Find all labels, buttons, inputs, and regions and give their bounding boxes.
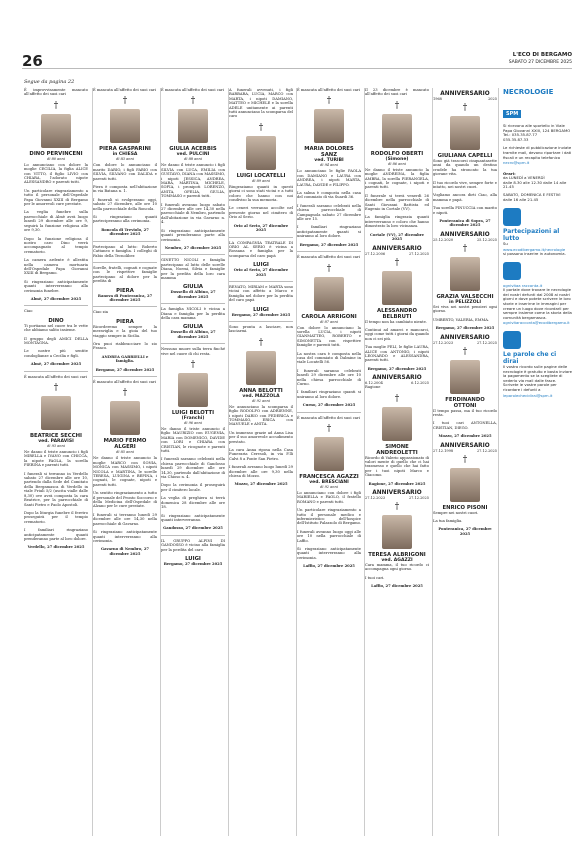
deceased-subname: ved. PULCINI — [176, 152, 210, 158]
notice-text: A funerali avvenuti, i figli BARBARA, LUCIA, MARCO con MARTA, i nipoti DAMIANO, MATTEO e MICHELE e la sorella ADELE unitamente ai parenti tutti annunciano la scomparsa del caro — [229, 88, 293, 119]
deceased-subname: ved. PARAVISI — [38, 439, 74, 445]
deceased-name: GIULIA — [182, 284, 204, 291]
notice-text: Ne danno il triste annuncio i figli MIRELLA e IVANO con CHICCA, la nipote PAOLA, la sorella PIERINA e parenti tutti. — [24, 450, 88, 468]
notice-text: Nessuno muore sulla terra finché vive nel cuore di chi resta. — [161, 347, 225, 356]
notice-text: Ne annunciano la scomparsa il figlio RODOLFO con ADRIENNE, i nipoti DARIO con FEDERICA e TOMMASO, ERICA con MANUELE e ANITA. — [229, 404, 293, 427]
notice-text: La camera ardente è allestita nella camera mortuaria dell'Ospedale Papa Giovanni XXIII di Bergamo. — [24, 258, 88, 276]
sidebar-email[interactable]: necro@spm.it — [503, 160, 530, 166]
deceased-subname: ved. MAZZOLA — [242, 393, 280, 399]
notice-text: Dopo la cerimonia il proseguirà per il cimitero locale. — [161, 483, 225, 492]
obituary-column — [296, 88, 361, 836]
notice-text: Ne danno il triste annuncio i figli SILVIA con LUCA, EMILIA con GUSTAVO, DIANA con MASSIMO, i nipoti JESSICA, ANDREA, MARA, MARTINA, MICHELE, SOFIA, i pronipoti LORENZO, ANITA, OFELIA, GIULIA, TOMMASO e parenti tutti. — [161, 163, 225, 199]
notice-text: Lo annunciano le figlie PAOLA con DAMIANO e LAURA con ANDREA, i nipoti MARTA, LAURA, DAVIDE e FILIPPO. — [297, 169, 361, 187]
participation-text: Su — [503, 240, 508, 246]
deceased-subname: in PELIZZOLI — [448, 299, 482, 305]
notice-signature: Bergamo, 27 dicembre 2025 — [163, 561, 223, 566]
notice-text: Il tempo passa, ma il tuo ricordo resta. — [433, 408, 497, 417]
cross-icon: † — [53, 383, 59, 394]
deceased-name: GIULIANA CAPELLI — [437, 153, 493, 159]
notice-signature: Bergamo, 27 dicembre 2025 — [95, 367, 155, 372]
cross-icon: † — [190, 360, 196, 370]
divider — [229, 237, 293, 238]
divider — [229, 321, 293, 322]
notice-text: GINETTO NICOLI e famiglia partecipano al lutto delle sorelle Diana, Noemi, Silvia e famiglie per la perdita della loro cara mamma — [161, 258, 225, 280]
portrait-photo — [382, 271, 412, 305]
words-email[interactable]: leparolechecidirai@spm.it — [503, 392, 553, 398]
hours-weekend: dalle 16 alle 21.45 — [503, 196, 539, 202]
notice-text: Tua sorella FINUCCIA con marito e nipoti. — [433, 206, 497, 215]
notice-text: Le nostre più sentite condoglianze a Cecilia e figli. — [24, 349, 88, 358]
notice-text: Ne danno il triste annuncio la moglie MARCO con SONIA, MONICA con MASSIMO, i nipoti NICOLA e MARTINA, le sorelle TERESA, LUIGINA e BEPINA, i cognati, le cognate, nipoti e parenti tutti. — [93, 456, 157, 487]
divider — [161, 254, 225, 255]
notice-text: Il gruppo degli AMICI DELLA MONTAGNA. — [24, 336, 88, 345]
cross-icon: † — [122, 388, 128, 399]
deceased-subname: ved. BRESCIANI — [309, 480, 349, 485]
notice-signature: Ranova di Ponteranica, 27 dicembre 2025 — [97, 293, 153, 302]
notice-text: La tua famiglia. — [433, 518, 463, 523]
notice-text: La famiglia ringrazia quanti interverranno e coloro che hanno dimostrato la loro vicinanza. — [365, 215, 429, 229]
portrait-photo — [41, 114, 71, 148]
cross-icon: † — [394, 502, 400, 512]
portrait-photo — [314, 277, 344, 311]
deceased-name: DINO PERVINCENI — [29, 150, 83, 157]
deceased-age: di 94 anni — [320, 163, 338, 168]
deceased-name: FERDINANDO OTTONI — [445, 396, 485, 409]
deceased-name: PIERA GASPARINI — [99, 146, 151, 153]
notice-signature: Bergamo, 27 dicembre 2025 — [231, 312, 291, 317]
deceased-subname: ved. AGAZZI — [381, 558, 413, 563]
obituary-column — [160, 88, 225, 836]
notice-text: I funerali si terranno lunedì 29 dicembre alle ore 14,30 nella parrocchiale di Gavarno. — [93, 512, 157, 526]
deceased-name: DINO — [48, 317, 64, 324]
portrait-photo — [314, 437, 344, 471]
cross-icon: † — [258, 122, 264, 133]
notice-signature: Dossello di Albino, 27 dicembre 2025 — [170, 330, 216, 339]
year-to: 27.12.2025 — [408, 496, 429, 500]
notice-text: Ringraziamo quanti in questi giorni ci sono stati vicini e a tutti coloro che hanno con noi condiviso la sua memoria. — [229, 184, 293, 203]
notice-signature: Mozzo, 27 dicembre 2025 — [234, 482, 288, 487]
notice-text: I familiari ringraziano anticipatamente quanti prenderanno parte al loro dolore. — [24, 528, 88, 541]
memorial-link[interactable]: ognivitaa racconta.it — [503, 283, 543, 289]
deceased-name: FRANCESCA AGAZZI — [299, 474, 359, 480]
deceased-subname: (Simone) — [385, 156, 409, 162]
notice-text: Il funerale si terrà venerdì 26 dicembre nella parrocchiale di Santi Giovanni Battista ed Eugenio in Cortale (VV). — [365, 193, 429, 212]
notice-signature: Ponteranica di Sopra, 27 dicembre 2025 — [439, 219, 491, 228]
deceased-age: di 92 anni — [252, 398, 270, 403]
notice-text: Cara mamma, il tuo ricordo ci accompagna ogni giorno. — [365, 563, 429, 572]
deceased-name: GIULIA ACERBIS — [169, 146, 217, 153]
year-from: 1968 — [433, 97, 442, 101]
notice-text: È mancata all'affetto dei suoi cari — [297, 255, 360, 260]
divider — [93, 306, 157, 307]
deceased-name: TERESA ALBRIGONI — [368, 552, 426, 558]
publication-date: SABATO 27 DICEMBRE 2025 — [508, 60, 572, 65]
notice-text: È mancata all'affetto dei suoi cari — [24, 374, 87, 379]
sidebar-fax: 035.35.87.33 — [503, 136, 529, 142]
cross-icon: † — [394, 100, 400, 111]
obituary-column — [92, 88, 157, 836]
notice-signature: Almè, 27 dicembre 2025 — [30, 362, 82, 367]
portrait-photo — [450, 360, 480, 394]
continued-label: Segue da pagina 22 — [24, 79, 75, 85]
page-header — [22, 52, 572, 69]
divider — [297, 251, 361, 252]
notice-text: È improvvisamente mancato all'affetto dei suoi cari — [24, 88, 88, 97]
notice-text: Sorelle, fratelli, cognati e cognate con le rispettive famiglie partecipano al dolore per la perdita di — [93, 265, 157, 284]
notice-text: La cara Anna riposa nella Casa Funeraria Ceresoli, in via F.lli Calvi 8 a Ponte San Pietro. — [229, 448, 293, 461]
anniversary-title: ANNIVERSARIO — [372, 490, 422, 496]
year-from: 6.12.2004 — [365, 381, 383, 386]
notice-text: Un immenso grazie ad Anna Lisa per il suo amorevole accudimento prestato. — [229, 430, 293, 444]
notice-signature: Roncola di Treviolo, 27 dicembre 2025 — [101, 227, 149, 237]
notice-text: Ragione — [365, 385, 381, 390]
notice-text: Ricorderemo sempre la meraviglia e la gioia del tuo viaggio sempre in Sicilia. — [93, 324, 157, 338]
portrait-photo — [110, 401, 140, 435]
deceased-name: RODOLFO OBERTI — [370, 150, 424, 157]
portrait-photo — [246, 351, 276, 385]
notice-text: È mancata all'affetto dei suoi cari — [93, 88, 156, 92]
deceased-name: CAROLA ARRIGONI — [301, 313, 357, 320]
deceased-age: di 87 anni — [320, 319, 338, 324]
notice-signature: Curno, 27 dicembre 2025 — [302, 403, 356, 408]
notice-text: I familiari ringraziano quanti si uniranno al loro dolore. — [297, 390, 361, 399]
deceased-name: GIULIA — [182, 324, 204, 331]
notice-signature: Orio al Serio, 27 dicembre 2025 — [233, 223, 289, 233]
portrait-photo — [382, 407, 412, 441]
portrait-photo — [178, 373, 208, 407]
notice-text: Continui ad amarci e mancarci, oggi come tutti i giorni da quando non ci sei più. — [365, 327, 429, 341]
notice-text: Dopo la liturgia funebre il feretro proseguirà per il tempio crematorio. — [24, 510, 88, 524]
notice-text: Ti portiamo nel cuore tra le vette che abbiamo salito insieme. — [24, 323, 88, 333]
notice-text: La veglia di preghiera si terrà domenica 28 dicembre alle ore 18. — [161, 496, 225, 510]
notice-text: RENATO, MIRIAM e MARTA sono vicini con affetto a Marco e famiglia nel dolore per la perdita del caro papà — [229, 284, 293, 303]
divider — [93, 262, 157, 263]
deceased-name: PIERA — [116, 318, 134, 325]
notice-text: UMBERTO, VALERIA, EMMA. — [433, 317, 490, 322]
publication-name: L'ECO DI BERGAMO — [512, 52, 572, 58]
deceased-age: di 83 anni — [116, 157, 134, 162]
year-from: 27.12.1998 — [433, 448, 454, 453]
portrait-photo — [246, 136, 276, 170]
notice-text: Il tuo ricordo vive, sempre forte e intatto, nei nostri cuori. — [433, 180, 497, 190]
cross-icon: † — [462, 103, 468, 113]
notice-text: Tua moglie FELI, le figlie LAURA, ALICE con ANTONIO, i nipoti LEONARDO e ALESSANDRA, parenti tutti. — [365, 345, 429, 363]
divider — [161, 303, 225, 304]
divider — [24, 371, 88, 372]
sidebar-title: NECROLOGIE — [503, 88, 554, 96]
notice-text: Il tempo non ha cambiato niente. — [365, 319, 427, 324]
cross-icon: † — [258, 337, 264, 348]
deceased-age: di 96 anni — [184, 421, 202, 425]
notice-text: Lo annunciano con dolore la moglie CECILIA, la figlia ALICE con VITTO, il figlio LIVIO con CHIARA, l'adorato nipote ALESSANDRO e parenti tutti. — [24, 162, 88, 185]
obituary-column — [24, 88, 88, 836]
notice-text: La salma è composta nella casa del commiato di via Suardi 36. — [297, 191, 361, 200]
deceased-name: SIMONE ANDREOLETTI — [376, 443, 418, 456]
cross-icon: † — [394, 393, 400, 404]
deceased-name: PIERA — [116, 287, 134, 294]
notice-text: I funerali avranno luogo lunedì 29 dicembre alle ore 9,30 nella chiesa di Mozzo. — [229, 465, 293, 479]
notice-text: Il 23 dicembre è mancato all'affetto dei suoi cari — [365, 88, 429, 97]
notice-signature: ANDREA GABRIELLI e famiglia. — [101, 354, 149, 364]
notice-text: Ciao — [24, 309, 33, 314]
hours-title: Orari: — [503, 171, 516, 177]
cross-icon: † — [394, 257, 400, 268]
divider — [229, 281, 293, 282]
deceased-name: MARIA DOLORES SANZ — [304, 146, 354, 159]
year-to: 27.12.2025 — [476, 340, 497, 345]
words-text: Il vostro ricordo sulle pagine delle necrologie è gratuito e basta inviare la pagamento se la scegliete di vederlo via mail dalle fasce. Scrivete le vostre parole per ricordare i defunti a — [503, 364, 573, 393]
notice-text: Con dolore lo annunciano il marito DARIO, i figli FABIO con SILVIA, SILVANO con DALIDA e parenti tutti. — [93, 163, 157, 181]
notice-text: Ora puoi riabbracciare lo zio Franco. — [93, 341, 157, 351]
deceased-name: LUIGI — [253, 262, 269, 269]
anniversary-years — [365, 496, 429, 500]
year-from: 27.12.2006 — [365, 251, 386, 256]
hours-weekend-label: SABATO, DOMENICA E FESTIVI — [503, 191, 561, 197]
year-from: 27.12.2023 — [365, 496, 386, 500]
notice-signature: Bergamo, 27 dicembre 2025 — [367, 366, 427, 371]
anniversary-years — [433, 97, 497, 101]
anniversary-title: ANNIVERSARIO — [372, 245, 422, 252]
memorial-icon — [503, 262, 521, 280]
notice-signature: Nembro, 27 dicembre 2025 — [164, 245, 222, 250]
cross-icon: † — [53, 100, 59, 111]
year-to: 6.12.2025 — [411, 381, 429, 386]
deceased-name: BEATRICE SECCHI — [30, 433, 82, 440]
notice-text: IL GRUPPO ALPINI DI GANDOSSO è vicino alla famiglia per la perdita del caro — [161, 538, 225, 552]
notice-text: Si ringraziano anticipatamente quanti interverranno. — [161, 513, 225, 522]
notice-text: Un particolare ringraziamento a tutto il personale dell'Ospedale Papa Giovanni XXIII di Bergamo per le amorevoli cure prestate. — [24, 188, 88, 207]
notice-text: I tuoi cari ANTONELLA, CRISTIAN, DIEGO. — [433, 421, 497, 430]
deceased-age: di 80 anni — [47, 156, 65, 161]
notice-signature: Dossello di Albino, 27 dicembre 2025 — [170, 290, 216, 299]
sidebar-intro: Si ricevono alle sportello in Viale Papa Giovanni XXIII, 124 BERGAMO — [503, 123, 571, 133]
notice-signature: Gavarno di Nembro, 27 dicembre 2025 — [101, 547, 149, 556]
portrait-photo — [382, 515, 412, 549]
year-to: 27.12.2025 — [408, 251, 429, 256]
notice-text: Vogliamo ancora dirti Ciao, alla mamma e papà. — [433, 193, 497, 202]
notice-text: Si ringraziano quanti parteciperanno alla cerimonia. — [93, 215, 157, 224]
anniversary-years — [433, 238, 497, 242]
notice-text: I funerali saranno celebrati nella chiesa parrocchiale di Campagnola sabato 27 dicembre alle ore 15. — [297, 203, 361, 222]
divider — [93, 376, 157, 377]
notice-signature: Bergamo, 27 dicembre 2025 — [435, 326, 495, 331]
year-to: 25.12.2025 — [476, 237, 497, 242]
deceased-name: LUIGI — [185, 555, 201, 562]
notice-text: La famiglia NICOLI è vicina a Diana e famiglia per la perdita della cara mamma — [161, 307, 225, 320]
anniversary-years — [433, 449, 497, 453]
notice-text: È mancata all'affetto dei suoi cari — [161, 88, 224, 92]
anniversary-years — [365, 252, 429, 256]
year-from: 25.12.2020 — [433, 237, 454, 242]
anniversary-title: ANNIVERSARIO — [440, 442, 490, 449]
notice-text: È mancata all'affetto dei suoi cari — [297, 88, 360, 92]
notice-text: Partecipano al lutto: Roberto Cattaneo e famiglia. I colleghi di Fabio della Tecnoliber. — [93, 244, 157, 258]
notice-text: Con dolore lo annunciano la sorella LUCIA, i nipoti GIANMATTEO, ROBERTO e SIMONETTA con rispettive famiglie e parenti tutti. — [297, 325, 361, 348]
deceased-name: LUIGI LOCATELLI — [236, 172, 286, 179]
memorial-email[interactable]: ognivitaracconta@ecodibergamo.it — [503, 320, 570, 326]
divider — [24, 305, 88, 306]
anniversary-title: ANNIVERSARIO — [440, 231, 490, 238]
notice-text: I funerali avranno luogo sabato 27 dicembre alle ore 14,30 nella parrocchiale di Nembro, partendo dall'abitazione in via Gavarno n. 4. — [161, 202, 225, 225]
cross-icon: † — [462, 243, 468, 254]
notice-text: I funerali saranno celebrati nella chiesa parrocchiale di Gandosso lunedì 29 dicembre alle ore 14,30, partendo dall'abitazione di via Chioso n. 4. — [161, 457, 225, 480]
words-title: Le parole che ci dirai — [503, 351, 557, 365]
deceased-name: ANNA BELOTTI — [239, 387, 283, 394]
cross-icon: † — [462, 346, 468, 357]
notice-text: Sono pronta a lasciare, non lasciarmi. — [229, 324, 293, 334]
portrait-photo — [41, 396, 71, 430]
deceased-age: di 89 anni — [252, 178, 270, 183]
notice-signature: Orio al Serio, 27 dicembre 2025 — [233, 268, 289, 277]
sidebar — [498, 88, 572, 836]
sidebar-phone: Tel.: 035.35.87.77 — [503, 132, 538, 138]
obituary-column — [228, 88, 293, 836]
notice-text: I funerali si svolgeranno oggi, sabato 27 dicembre, alle ore 10 nella parrocchiale della Roncola. — [93, 197, 157, 211]
cross-icon: † — [190, 96, 196, 107]
deceased-name: LUIGI BELOTTI — [171, 410, 215, 416]
notice-signature: Laffio, 27 dicembre 2025 — [303, 564, 355, 569]
notice-text: Ciao zia — [93, 310, 108, 315]
notice-text: Si ringraziano anticipatamente quanti interverranno alla cerimonia. — [297, 547, 361, 560]
deceased-age: di 93 anni — [47, 444, 65, 449]
notice-text: I funerali avranno luogo oggi alle ore 10 nella parrocchiale di Laffio. — [297, 529, 361, 543]
notice-signature: Gandosso, 27 dicembre 2025 — [163, 526, 223, 531]
notice-text: I funerali saranno celebrati lunedì 29 dicembre alle ore 10 nella chiesa parrocchiale di Curno. — [297, 368, 361, 386]
divider — [161, 535, 225, 536]
year-from: 27.12.2023 — [433, 340, 454, 345]
divider — [297, 412, 361, 413]
notice-text: Ricordo di Valerio appassionato di valori mente di quello che ci hai trasmesso e quello che hai fatto per i tuoi nipoti Marco e Giacomo. — [365, 455, 429, 478]
notice-text: I funerali si terranno in Verdello sabato 27 dicembre alle ore 10, partendo dalla Sede del Comitato della Bergamasca di Verdello in viale Friuli 5/2 (uscita vialle dalle 8,30) ove avrà composta la cara Beatrice, per la parrocchiale di Santi Pietro e Paolo Apostoli. — [24, 471, 88, 507]
portrait-photo — [450, 257, 480, 291]
divider — [161, 343, 225, 344]
notice-text: Ne danno il triste annuncio il figlio MAURIZIO con EUGENIA, MARIA con DOMENICO, DAVIDE con LORI e CHIARA con CRISTIAN, le ricognote e parenti tutti. — [161, 427, 225, 454]
participation-icon — [503, 208, 521, 226]
portrait-photo — [450, 116, 480, 150]
cross-icon: † — [326, 424, 332, 434]
deceased-name: ALESSANDRO BELBRUTI — [377, 307, 417, 320]
anniversary-title: ANNIVERSARIO — [440, 91, 490, 97]
hours-weekdays-label: da LUNEDÌ a VENERDÌ — [503, 175, 545, 181]
sidebar-requests: Le richieste di pubblicazione inviate tramite mail, devono riportare i dati fiscali e un recapito telefonico — [503, 145, 572, 160]
notice-text: I tuoi cari. — [365, 575, 385, 580]
notice-signature: Laffio, 27 dicembre 2025 — [371, 584, 423, 589]
spm-logo: SPM — [503, 110, 521, 118]
notice-text: Sono già trascorsi cinquantasette anni da quando un destino crudele ha stroncato la tua giovane vita. — [433, 159, 497, 177]
portrait-photo — [450, 468, 480, 502]
notice-text: Sempre nei nostri cuori. — [433, 510, 479, 515]
cross-icon: † — [462, 454, 468, 465]
notice-text: LA COMPAGNIA TEATRALE DI ORIO AL SERIO è vicina a Rossana e famiglia per la scomparsa del caro papà — [229, 240, 293, 258]
notice-text: Sei viva nei nostri pensieri ogni giorno. — [433, 304, 497, 314]
notice-text: Le ceneri verranno accolte nel presente giorno nel cimitero di Orio al Serio. — [229, 206, 293, 220]
participation-tail: si possono inserire in autonomia. — [503, 250, 566, 256]
notice-text: Ne danno il triste annuncio la moglie ANDREINA, la figlia AMBRA, la sorella PIERANGELA, i cognati, le cognate, i nipoti e parenti tutti. — [365, 167, 429, 190]
deceased-subname: (Franchi) — [181, 416, 205, 421]
deceased-age: di 92 anni — [320, 485, 338, 489]
cross-icon: † — [326, 96, 332, 107]
divider — [93, 241, 157, 242]
notice-text: La nostra cara è composta nella casa del commiato di Dalmine in viale Locatelli 56. — [297, 351, 361, 365]
obituary-column — [364, 88, 429, 836]
notice-text: Si ringraziano anticipatamente quanti interverranno alla cerimonia funebre. — [24, 279, 88, 293]
notice-text: Dopo la funzione religiosa il nostro caro Dino verrà accompagnato al tempio crematorio. — [24, 236, 88, 254]
deceased-age: di 86 anni — [388, 161, 406, 166]
memorial-text: Il portale dove trovare le necrologie dei nostri defunti dal 2008 ai nostri giorni e dove potete scrivere le loro storie e inserirne le immagini per creare un luogo dove ricordarli per sempre insieme come la storia della comunità bergamasca. — [503, 287, 572, 320]
anniversary-title: ANNIVERSARIO — [372, 375, 422, 382]
portrait-photo — [382, 114, 412, 148]
obituary-column — [432, 88, 497, 836]
notice-text: I familiari ringraziano anticipatamente quanti si uniranno al loro dolore. — [297, 225, 361, 239]
notice-signature: Cortale (VV), 27 dicembre 2025 — [370, 232, 424, 242]
portrait-photo — [314, 109, 344, 143]
anniversary-years — [433, 341, 497, 345]
deceased-name: ENRICO PISONI — [442, 504, 488, 511]
year-to: 2025 — [488, 97, 497, 101]
notice-text: Un particolare ringraziamento a tutto il personale medico e infermieristico dell'hospice dell'Istituto Palazzolo di Bergamo. — [297, 508, 361, 526]
anniversary-title: ANNIVERSARIO — [440, 334, 490, 341]
hours-weekdays: dalle 8.30 alle 12.30 dalle 14 alle 21.45 — [503, 179, 567, 190]
portrait-photo — [178, 109, 208, 143]
year-to: 27.12.2025 — [476, 448, 497, 453]
notice-text: La veglia funebre sulla parrocchiale di Almè avrà luogo lunedì 29 dicembre alle ore 9, seguirà la funzione religiosa alle ore 9,30. — [24, 210, 88, 233]
notice-signature: Ragione, 27 dicembre 2025 — [368, 481, 426, 486]
notice-text: Piera è composta nell'abitazione in via Batana n. 1. — [93, 185, 157, 194]
words-icon — [503, 331, 521, 349]
notice-text: È mancato all'affetto dei suoi cari — [93, 380, 156, 384]
notice-signature: Verdello, 27 dicembre 2025 — [27, 545, 85, 550]
cross-icon: † — [122, 96, 128, 107]
notice-text: Si ringraziano anticipatamente quanti interverranno alla cerimonia. — [93, 530, 157, 543]
notice-signature: Bergamo, 27 dicembre 2025 — [299, 242, 359, 247]
portrait-photo — [110, 109, 140, 143]
deceased-age: di 88 anni — [184, 157, 202, 162]
participation-link[interactable]: www.ecodibergamo.it/necrologie — [503, 246, 566, 252]
deceased-name: LUIGI — [253, 306, 269, 313]
cross-icon: † — [326, 263, 332, 274]
notice-text: Un sentito ringraziamento a tutto il personale del Pronto Soccorso e della Medicina dell'Ospedale di Alzano per le cure prestate. — [93, 491, 157, 509]
notice-text: È mancata all'affetto dei suoi cari — [297, 415, 360, 420]
notice-signature: Ponteranica, 27 dicembre 2025 — [438, 527, 492, 536]
participation-title: Partecipazioni al lutto — [503, 228, 560, 242]
deceased-name: GRAZIA VALSECCHI — [436, 293, 494, 300]
notice-signature: Almè, 27 dicembre 2025 — [30, 296, 82, 301]
notice-text: Lo annunciano con dolore i figli MARIELLA e PAOLO, il fratello ROMANO e parenti tutti. — [297, 491, 361, 504]
deceased-name: MARIO FERMO ALGERI — [103, 438, 147, 451]
notice-text: Si ringraziano anticipatamente quanti prenderanno parte alla cerimonia. — [161, 228, 225, 242]
notice-signature: Mozzo, 27 dicembre 2025 — [438, 434, 492, 439]
deceased-age: di 85 anni — [116, 450, 134, 455]
page-number: 26 — [22, 52, 43, 70]
deceased-subname: in CHIESA — [112, 152, 138, 158]
deceased-subname: ved. TURIBI — [314, 158, 344, 164]
